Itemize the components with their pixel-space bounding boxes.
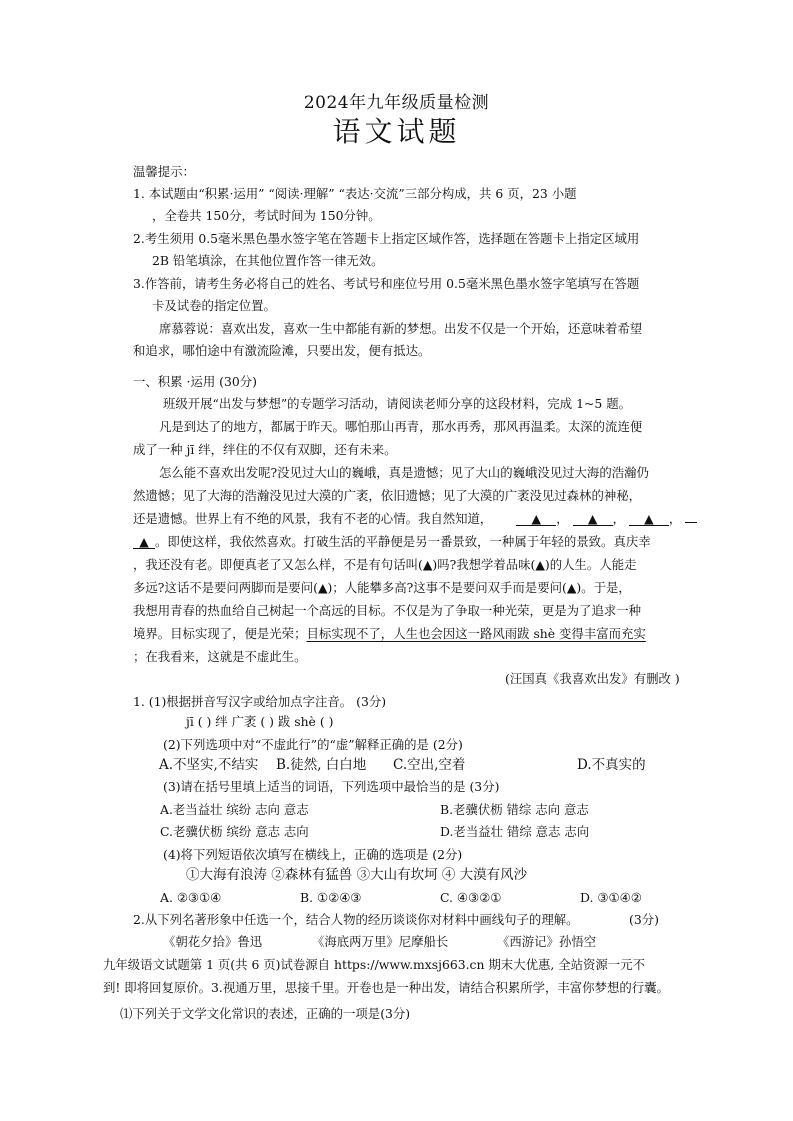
q1-sub3-option-a[interactable]: A.老当益壮 缤纷 志向 意志 (160, 802, 309, 817)
subject-title: 语文试题 (332, 115, 461, 148)
section-heading: 一、积累 ·运用 (30分) (133, 374, 257, 389)
passage-para-1-cont: 成了一种 jī 绊，绊住的不仅有双脚，还有未来。 (133, 442, 397, 457)
passage-text: 。即使这样，我依然喜欢。打破生活的平静便是另一番景致，一种属于年轻的景致。真庆幸 (155, 534, 651, 549)
q1-sub4-stem: (4)将下列短语依次填写在横线上，正确的选项是 (2分) (163, 847, 463, 862)
exam-title: 2024年九年级质量检测 (303, 93, 490, 113)
q1-sub2-option-a[interactable]: A.不坚实,不结实 (159, 757, 259, 773)
q1-sub3-option-b[interactable]: B.老骥伏枥 错综 志向 意志 (440, 802, 589, 817)
section-intro: 班级开展“出发与梦想”的专题学习活动，请阅读老师分享的这段材料，完成 1~5 题。 (163, 396, 631, 411)
q1-stem: 1. (1)根据拼音写汉字或给加点字注音。 (3分) (133, 694, 387, 709)
q2-book-1[interactable]: 《朝花夕拾》鲁迅 (163, 934, 263, 949)
tip-item-2-cont: 2B 铅笔填涂，在其他位置作答一律无效。 (152, 253, 384, 268)
q1-sub4-option-a[interactable]: A. ②③①④ (160, 890, 222, 905)
tip-item-1-cont: ，全卷共 150分，考试时间为 150分钟。 (152, 208, 381, 223)
tips-quote: 席慕蓉说：喜欢出发，喜欢一生中都能有新的梦想。出发不仅是一个开始，还意味着希望 (159, 321, 643, 336)
q1-sub4-option-c[interactable]: C. ④③②① (440, 890, 502, 905)
q2-stem: 2.从下列名著形象中任选一个，结合人物的经历谈谈你对材料中画线句子的理解。 (133, 912, 579, 927)
q1-sub4-phrases: ①大海有浪涛 ②森林有猛兽 ③大山有坎坷 ④ 大漠有风沙 (186, 867, 528, 883)
passage-para-2-line-3 (133, 511, 697, 527)
q3-sub1-stem: ⑴下列关于文学文化常识的表述，正确的一项是(3分) (120, 1006, 411, 1021)
q1-sub2-stem: (2)下列选项中对“不虚此行”的“虚”解释正确的是 (2分) (163, 737, 463, 752)
q1-sub3-option-c[interactable]: C.老骥伏枥 缤纷 意志 志向 (160, 824, 309, 839)
comma: ， (612, 511, 625, 526)
page-footer: 九年级语文试题第 1 页(共 6 页)试卷源自 https://www.mxsj663.cn 期末大优惠, 全站资源一元不 (103, 957, 645, 972)
q1-sub2-option-b[interactable]: B.徒然, 白白地 (276, 757, 367, 773)
passage-para-2-line-7: 我想用青春的热血给自己树起一个高远的目标。不仅是为了争取一种光荣，更是为了追求一种 (133, 603, 642, 618)
passage-source: (汪国真《我喜欢出发》有删改 ) (505, 671, 680, 686)
passage-para-2-line-5: ，我还没有老。即便真老了又怎么样，不是有句话叫(▲)吗?我想学着品味(▲)的人生。人能走 (133, 557, 637, 572)
passage-para-2-line-6: 多远?这话不是要问两脚而是要问(▲)；人能攀多高?这事不是要问双手而是要问(▲)。于是， (133, 580, 631, 595)
tip-item-3: 3.作答前，请考生务必将自己的姓名、考试号和座位号用 0.5毫米黑色墨水签字笔填写在答题 (133, 276, 640, 291)
comma: ， (668, 511, 682, 526)
answer-blank-4-start[interactable] (685, 522, 697, 523)
tip-item-2: 2.考生须用 0.5毫米黑色墨水签字笔在答题卡上指定区域作答，选择题在答题卡上指定区域用 (133, 231, 640, 246)
passage-text: 境界。目标实现了，便是光荣； (133, 626, 307, 641)
q1-sub4-option-d[interactable]: D. ③①④② (580, 890, 642, 905)
passage-para-2-line-4 (133, 534, 651, 550)
tips-heading: 温馨提示： (133, 164, 195, 179)
comma: ， (556, 511, 569, 526)
q1-pinyin-row[interactable]: jī ( ) 绊 广袤 ( ) 跋 shè ( ) (186, 714, 334, 729)
answer-blank-1[interactable]: ▲ (516, 512, 556, 526)
q1-sub4-option-b[interactable]: B. ①②④③ (300, 890, 362, 905)
passage-para-2: 怎么能不喜欢出发呢?没见过大山的巍峨，真是遗憾；见了大山的巍峨没见过大海的浩瀚仍 (159, 465, 649, 480)
tip-item-1: 1. 本试题由“积累·运用” “阅读·理解” “表达·交流”三部分构成，共 6 页，23 小题 (133, 186, 577, 201)
q1-sub2-option-d[interactable]: D.不真实的 (577, 757, 646, 773)
q2-book-3[interactable]: 《西游记》孙悟空 (497, 934, 597, 949)
passage-para-2-line-2: 然遗憾；见了大海的浩瀚没见过大漠的广袤，依旧遗憾；见了大漠的广袤没见过森林的神秘， (133, 488, 642, 503)
answer-blank-2[interactable]: ▲ (573, 512, 613, 526)
answer-blank-3[interactable]: ▲ (629, 512, 669, 526)
page-footer-cont: 到! 即将回复原价。3.视通万里，思接千里。开卷也是一种出发，请结合积累所学，丰富你梦想的行囊。 (103, 980, 669, 995)
underlined-sentence: 目标实现不了，人生也会因这一路风雨跋 shè 变得丰富而充实 (306, 626, 646, 641)
tips-quote-cont: 和追求，哪怕途中有激流险滩，只要出发，便有抵达。 (133, 343, 431, 358)
answer-blank-4[interactable]: ▲ (133, 535, 155, 549)
q1-sub3-stem: (3)请在括号里填上适当的词语，下列选项中最恰当的是 (3分) (163, 779, 500, 794)
passage-para-2-line-9: ；在我看来，这就是不虚此生。 (133, 649, 307, 664)
passage-para-2-line-8 (133, 626, 646, 642)
passage-para-1: 凡是到达了的地方，都属于昨天。哪怕那山再青，那水再秀，那风再温柔。太深的流连便 (159, 419, 643, 434)
q2-points: (3分) (629, 912, 659, 927)
tip-item-3-cont: 卡及试卷的指定位置。 (152, 298, 276, 313)
q2-book-2[interactable]: 《海底两万里》尼摩船长 (312, 934, 449, 949)
passage-text: 还是遗憾。世界上有不绝的风景，我有不老的心情。我自然知道， (133, 511, 493, 526)
q1-sub2-option-c[interactable]: C.空出,空着 (393, 757, 466, 773)
q1-sub3-option-d[interactable]: D.老当益壮 错综 意志 志向 (440, 824, 590, 839)
